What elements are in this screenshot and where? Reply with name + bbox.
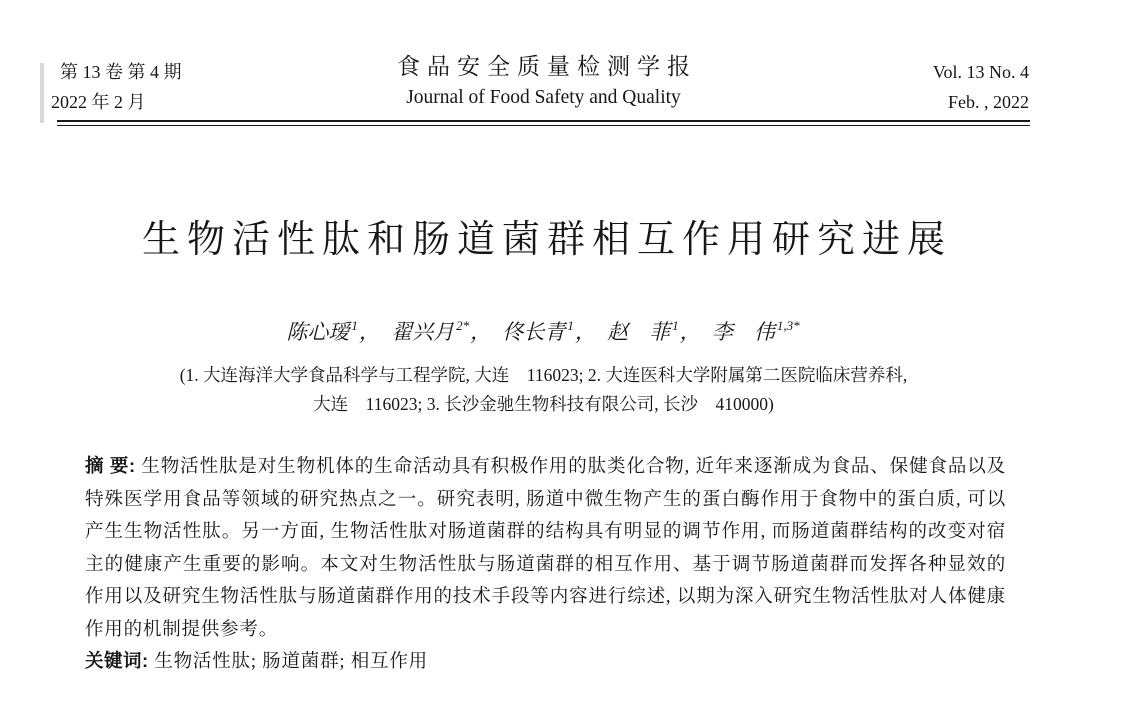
keywords-paragraph bbox=[85, 645, 1006, 679]
journal-vol-en: Vol. 13 No. 4 bbox=[932, 62, 1029, 82]
affiliation-line-2: 大连 116023; 3. 长沙金驰生物科技有限公司, 长沙 410000) bbox=[313, 394, 774, 414]
affiliations bbox=[57, 361, 1030, 419]
author-separator: ， bbox=[358, 320, 380, 344]
author-name: 赵 菲 bbox=[607, 320, 671, 344]
abstract-text: 生物活性肽是对生物机体的生命活动具有积极作用的肽类化合物, 近年来逐渐成为食品、保健食品以及特殊医学用食品等领域的研究热点之一。研究表明, 肠道中微生物产生的蛋白酶作用于食物中的蛋白质, 可以产生生物活性肽。另一方面, 生物活性肽对肠道菌群的结构具有明显的调节作用, 而肠道菌群结构的改变对宿主的健康产生重要的影响。本文对生物活性肽与肠道菌群的相互作用、基于调节肠道菌群而发挥各种显效的作用以及研究生物活性肽与肠道菌群作用的技术手段等内容进行综述, 以期为深入研究生物活性肽对人体健康作用的机制提供参考。 bbox=[85, 457, 1006, 640]
article-title: 生物活性肽和肠道菌群相互作用研究进展 bbox=[141, 219, 952, 261]
journal-title-en: Journal of Food Safety and Quality bbox=[406, 87, 681, 108]
author-name: 翟兴月 bbox=[391, 320, 455, 344]
journal-title-cn: 食品安全质量检测学报 bbox=[397, 54, 697, 79]
abstract-label: 摘 要: bbox=[85, 455, 142, 476]
header-double-rule bbox=[57, 120, 1030, 126]
author-separator: ， bbox=[470, 320, 492, 344]
author bbox=[502, 320, 596, 344]
author-affiliation-sup: 1 bbox=[567, 318, 574, 333]
author-affiliation-sup: 1 bbox=[672, 318, 679, 333]
page-header-center bbox=[57, 52, 1030, 111]
abstract-paragraph bbox=[85, 450, 1006, 646]
author bbox=[712, 320, 801, 344]
keywords-text: 生物活性肽; 肠道菌群; 相互作用 bbox=[154, 652, 428, 672]
author-name: 佟长青 bbox=[502, 320, 566, 344]
author-affiliation-sup: 1,3* bbox=[776, 318, 800, 333]
author bbox=[607, 320, 701, 344]
author-name: 李 伟 bbox=[711, 320, 775, 344]
keywords-label: 关键词: bbox=[85, 650, 155, 671]
page-header-right bbox=[933, 57, 1029, 117]
journal-date-cn: 2022 年 2 月 bbox=[51, 92, 146, 112]
author-separator: ， bbox=[574, 320, 596, 344]
affiliation-line-1: (1. 大连海洋大学食品科学与工程学院, 大连 116023; 2. 大连医科大学附属第二医院临床营养科, bbox=[179, 365, 908, 385]
author-separator: ， bbox=[679, 320, 701, 344]
author bbox=[286, 320, 380, 344]
journal-issue-cn: 第 13 卷 第 4 期 bbox=[60, 62, 182, 82]
author bbox=[391, 320, 491, 344]
author-affiliation-sup: 1 bbox=[351, 318, 358, 333]
scan-artifact bbox=[40, 63, 44, 123]
author-line bbox=[57, 311, 1030, 348]
journal-date-en: Feb. , 2022 bbox=[948, 92, 1029, 112]
author-name: 陈心瑷 bbox=[286, 320, 350, 344]
author-affiliation-sup: 2* bbox=[456, 318, 470, 333]
